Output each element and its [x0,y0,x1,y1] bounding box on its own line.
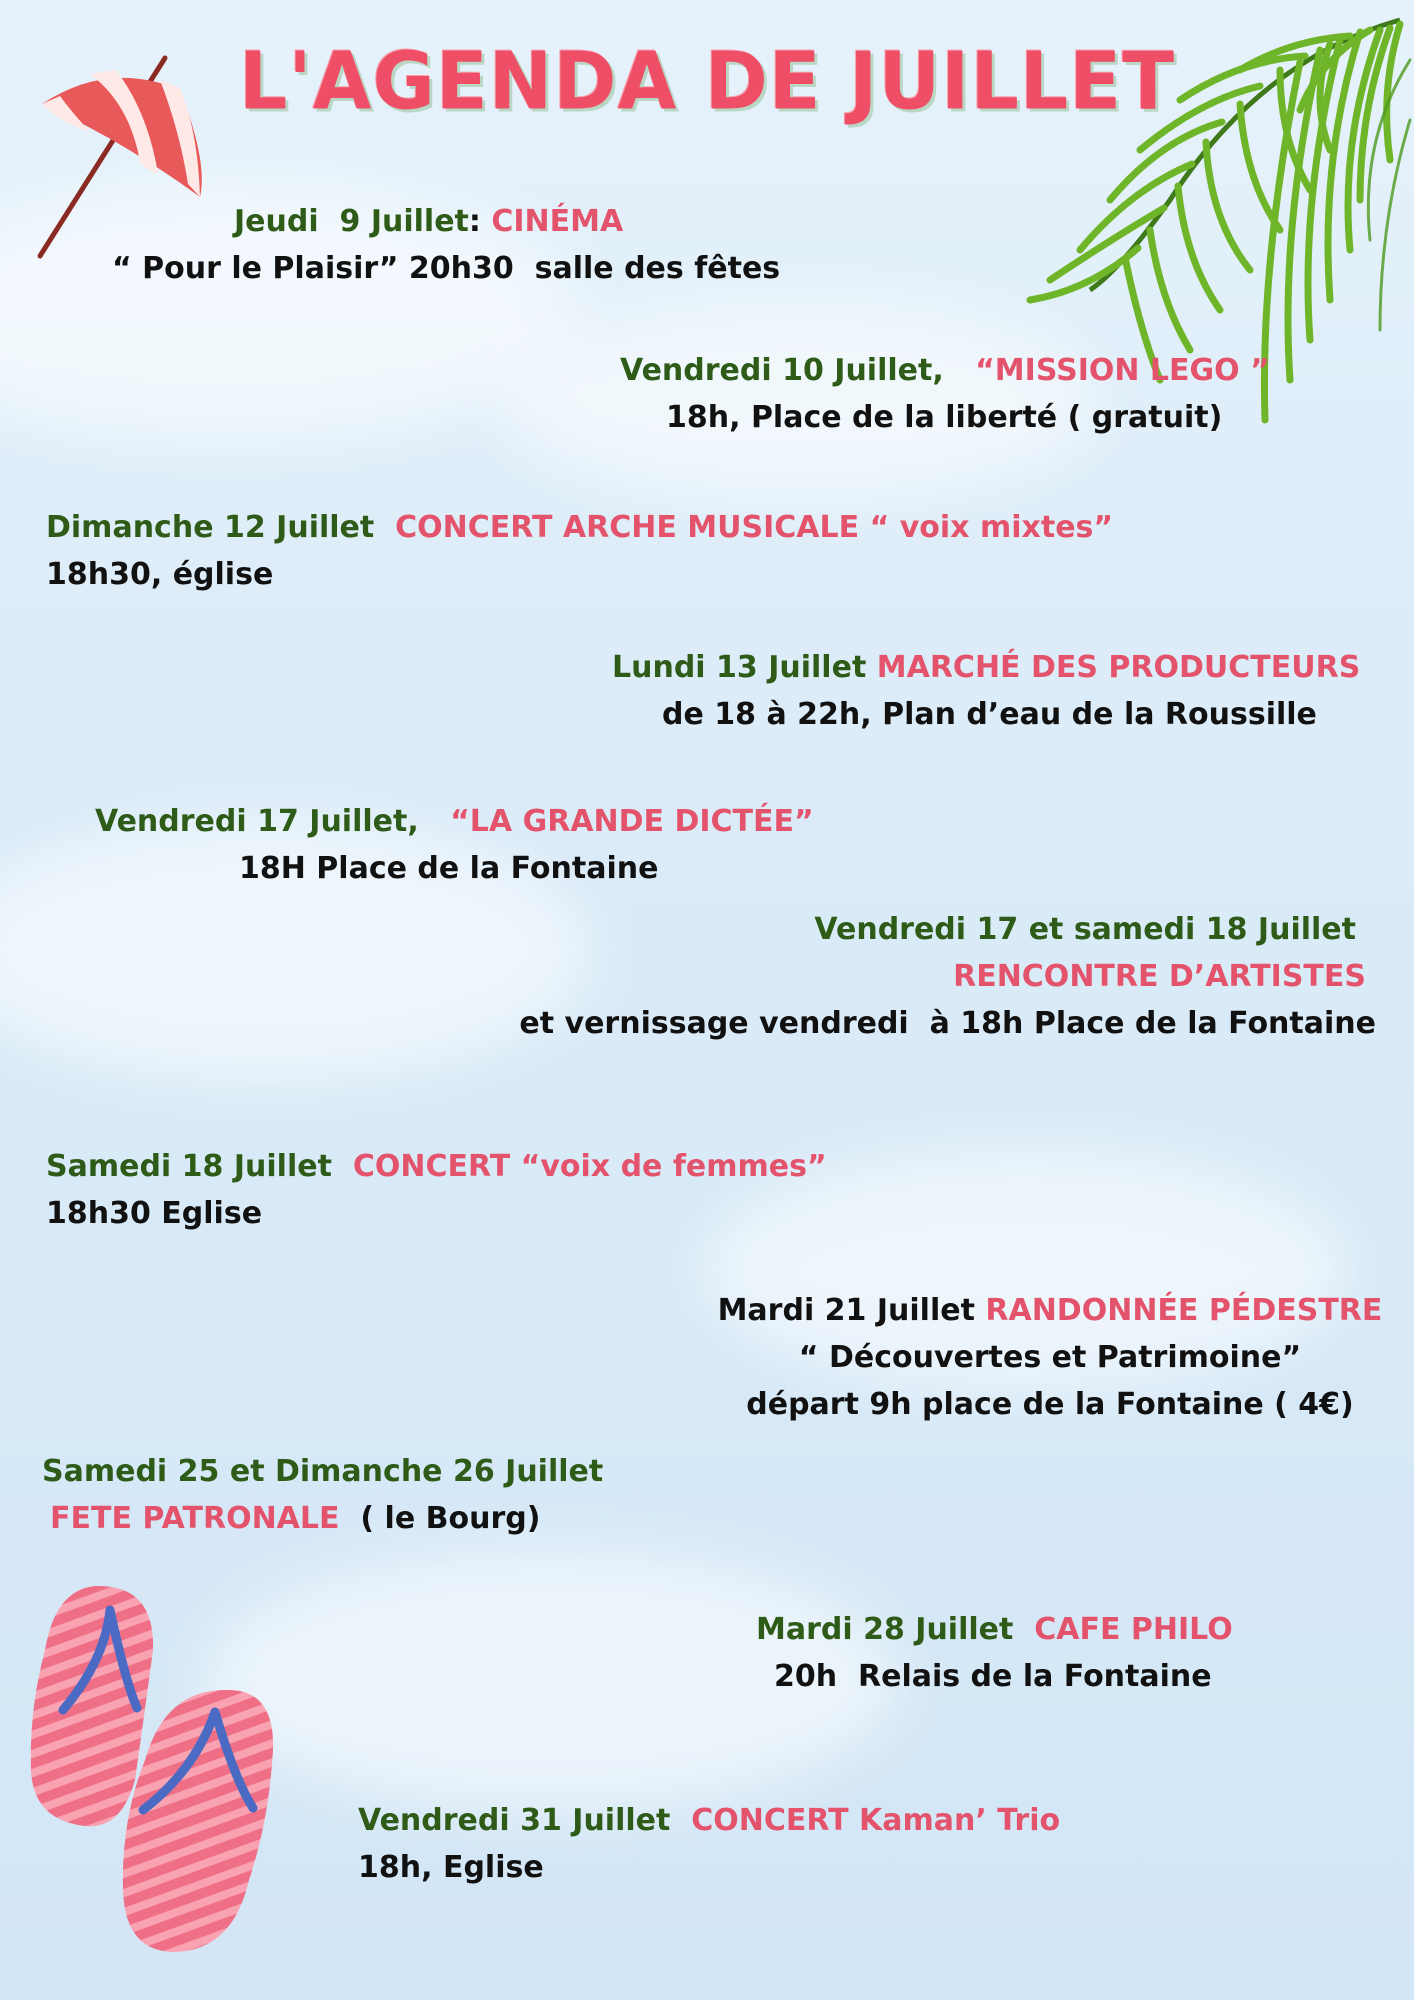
event-date: Samedi 18 Juillet [46,1149,332,1184]
event-mardi-28 [756,1606,1233,1700]
event-name: CONCERT Kaman’ Trio [691,1803,1061,1838]
event-separator [419,804,450,839]
flip-flops-icon [25,1580,285,1960]
event-name: “MISSION LEGO ” [975,353,1270,388]
event-separator [975,1293,985,1328]
event-details: “ Pour le Plaisir” 20h30 salle des fêtes [112,251,781,286]
event-details: 18h30, église [46,557,274,592]
event-samedi-18 [46,1143,827,1237]
event-details: ( le Bourg) [360,1501,541,1536]
event-details: “ Découvertes et Patrimoine” [798,1340,1302,1375]
event-details: de 18 à 22h, Plan d’eau de la Roussille [662,697,1317,732]
event-name: RANDONNÉE PÉDESTRE [985,1293,1383,1328]
event-date: Vendredi 31 Juillet [358,1803,671,1838]
event-jeudi-9 [112,198,780,292]
event-separator [670,1803,691,1838]
event-details: 18H Place de la Fontaine [239,851,659,886]
event-details: 20h Relais de la Fontaine [774,1659,1212,1694]
event-details: 18h, Eglise [358,1850,544,1885]
event-date: Jeudi 9 Juillet [234,204,469,239]
event-vendredi-31 [358,1797,1060,1891]
event-details: et vernissage vendredi à 18h Place de la Fontaine [519,1006,1376,1041]
event-name: FETE PATRONALE [50,1501,340,1536]
event-date: Vendredi 10 Juillet, [620,353,944,388]
event-name: CONCERT ARCHE MUSICALE “ voix mixtes” [395,510,1114,545]
event-details: 18h30 Eglise [46,1196,263,1231]
event-separator [332,1149,353,1184]
event-name: CAFE PHILO [1034,1612,1233,1647]
event-vendredi-17-samedi-18 [519,906,1376,1047]
event-name: MARCHÉ DES PRODUCTEURS [876,650,1361,685]
event-name: CONCERT “voix de femmes” [352,1149,827,1184]
event-separator [340,1501,361,1536]
event-mardi-21 [700,1287,1400,1428]
event-name: “LA GRANDE DICTÉE” [450,804,814,839]
event-separator [866,650,876,685]
event-date: Vendredi 17 Juillet, [95,804,419,839]
event-details-2: départ 9h place de la Fontaine ( 4€) [746,1387,1354,1422]
event-date: Dimanche 12 Juillet [46,510,375,545]
event-vendredi-17 [95,798,814,892]
event-details: 18h, Place de la liberté ( gratuit) [666,400,1223,435]
event-separator [944,353,975,388]
event-lundi-13 [612,644,1360,738]
event-dimanche-12 [46,504,1113,598]
event-vendredi-10 [620,347,1270,441]
event-separator: : [468,204,492,239]
event-date: Mardi 28 Juillet [756,1612,1014,1647]
event-date: Lundi 13 Juillet [612,650,867,685]
event-date: Mardi 21 Juillet [717,1293,975,1328]
event-date: Samedi 25 et Dimanche 26 Juillet [42,1454,604,1489]
event-date: Vendredi 17 et samedi 18 Juillet [814,912,1356,947]
page-title: L'AGENDA DE JUILLET [238,33,1176,128]
event-separator [1013,1612,1034,1647]
event-samedi-25-dimanche-26 [42,1448,603,1542]
event-name: RENCONTRE D’ARTISTES [953,959,1366,994]
event-name: CINÉMA [491,204,624,239]
event-separator [374,510,395,545]
